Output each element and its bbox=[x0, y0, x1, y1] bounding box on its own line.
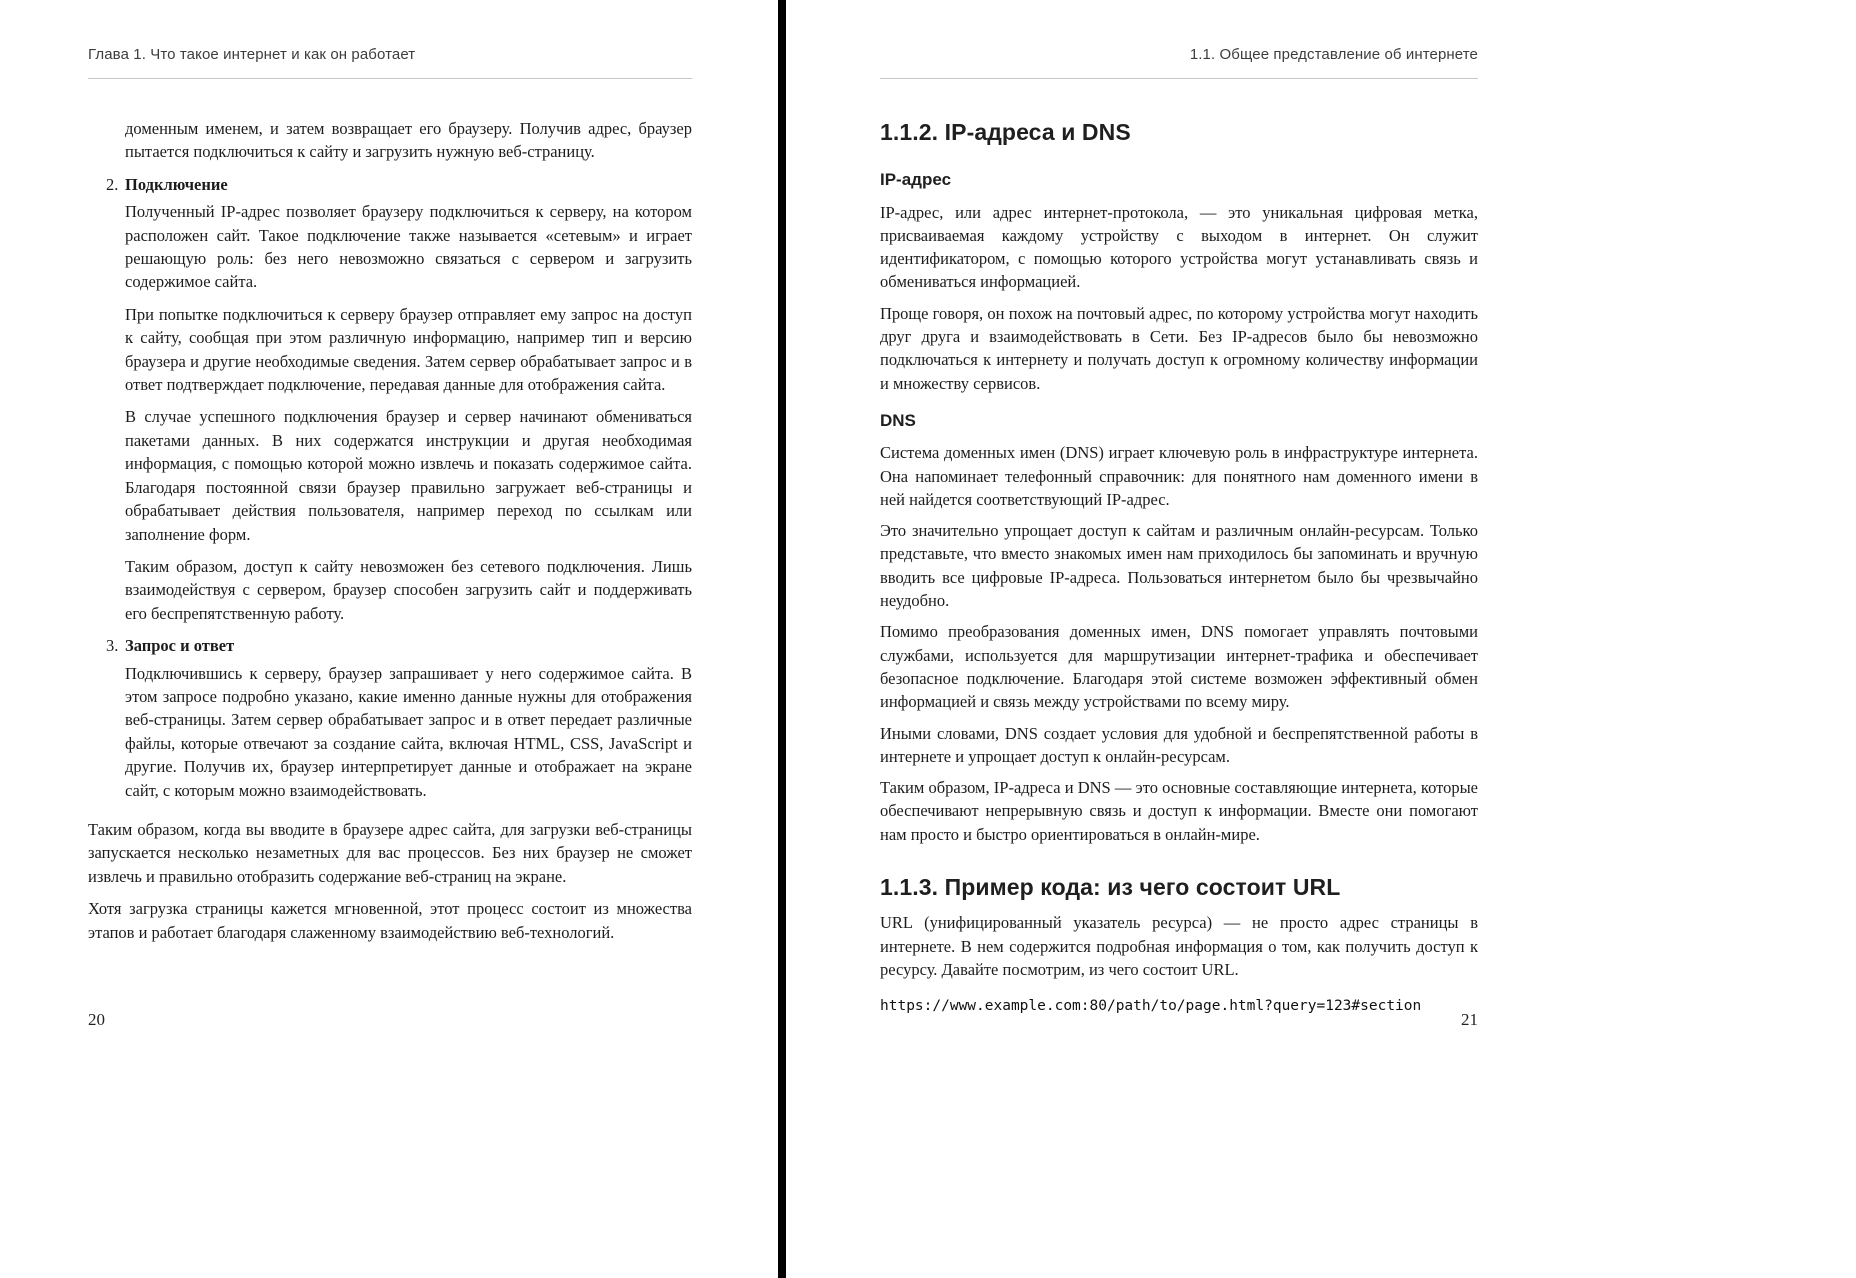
numbered-item-heading bbox=[106, 173, 692, 196]
section-heading-url: 1.1.3. Пример кода: из чего состоит URL bbox=[880, 874, 1341, 901]
paragraph: Проще говоря, он похож на почтовый адрес, по которому устройства могут находить друг друга и взаимодействовать в Сети. Без IP-адресов было бы невозможно подключаться к интернету и получать доступ к огромному количеству информации и множеству сервисов. bbox=[880, 303, 1478, 393]
subsection-heading-ip: IP-адрес bbox=[880, 170, 952, 190]
right-header-rule bbox=[880, 78, 1478, 79]
paragraph: В случае успешного подключения браузер и сервер начинают обмениваться пакетами данных. В них содержатся инструкции и другая необходимая информация, с помощью которой можно извлечь и показать содержимое сайта. Благодаря постоянной связи браузер правильно загружает веб-страницы и обрабатывает действия пользователя, например переход по ссылкам или заполнение форм. bbox=[125, 407, 692, 544]
list-number: 2. bbox=[106, 174, 119, 194]
paragraph: Иными словами, DNS создает условия для удобной и беспрепятственной работы в интернете и упрощает доступ к онлайн-ресурсам. bbox=[880, 723, 1478, 766]
section-heading-ip-dns: 1.1.2. IP-адреса и DNS bbox=[880, 119, 1131, 145]
url-code-example: https://www.example.com:80/path/to/page.html?query=123#section bbox=[880, 998, 1422, 1015]
numbered-item-heading bbox=[106, 634, 692, 657]
paragraph: доменным именем, и затем возвращает его браузеру. Получив адрес, браузер пытается подключиться к сайту и загрузить нужную веб-страницу. bbox=[125, 119, 692, 162]
paragraph: Полученный IP-адрес позволяет браузеру подключиться к серверу, на котором расположен сайт. Такое подключение также называется «сетевым» и играет решающую роль: без него невозможно связаться с сервером и загрузить содержимое сайта. bbox=[125, 202, 692, 292]
paragraph: Помимо преобразования доменных имен, DNS помогает управлять почтовыми службами, используется для маршрутизации интернет-трафика и обеспечивает безопасное подключение. Благодаря этой системе возможен эффективный обмен информацией и связь между устройствами по всему миру. bbox=[880, 622, 1478, 712]
paragraph: Таким образом, когда вы вводите в браузере адрес сайта, для загрузки веб-страницы запускается несколько незаметных для вас процессов. Без них браузер не сможет извлечь и правильно отобразить содержание веб-страниц на экране. bbox=[88, 819, 692, 886]
paragraph: Таким образом, доступ к сайту невозможен без сетевого подключения. Лишь взаимодействуя с сервером, браузер способен загрузить сайт и поддерживать его беспрепятственную работу. bbox=[125, 556, 692, 623]
list-number: 3. bbox=[106, 636, 119, 656]
subsection-heading-dns: DNS bbox=[880, 410, 916, 430]
paragraph: IP-адрес, или адрес интернет-протокола, — это уникальная цифровая метка, присваиваемая каждому устройству с выходом в интернет. Он служит идентификатором, с помощью которого устройства могут устанавливать связь и обмениваться информацией. bbox=[880, 202, 1478, 292]
left-header-rule bbox=[88, 78, 692, 79]
numbered-item-3 bbox=[106, 634, 692, 802]
page-number-left: 20 bbox=[88, 1010, 105, 1029]
list-title: Запрос и ответ bbox=[125, 636, 235, 656]
paragraph: Подключившись к серверу, браузер запрашивает у него содержимое сайта. В этом запросе подробно указано, какие именно данные нужны для отображения веб-страницы. Затем сервер обрабатывает запрос и в ответ передает различные файлы, которые отвечают за создание сайта, включая HTML, CSS, JavaScript и другие. Получив их, браузер интерпретирует данные и отображает на экране сайт, с которым можно взаимодействовать. bbox=[125, 663, 692, 800]
paragraph: Хотя загрузка страницы кажется мгновенной, этот процесс состоит из множества этапов и работает благодаря слаженному взаимодействию веб-технологий. bbox=[88, 899, 692, 942]
left-running-head: Глава 1. Что такое интернет и как он работает bbox=[88, 46, 416, 63]
list-title: Подключение bbox=[125, 174, 228, 194]
right-page bbox=[786, 0, 1856, 1278]
page-number-right: 21 bbox=[1461, 1010, 1478, 1029]
left-page-content bbox=[88, 117, 692, 944]
numbered-item-2 bbox=[106, 173, 692, 625]
paragraph: Система доменных имен (DNS) играет ключевую роль в инфраструктуре интернета. Она напоминает телефонный справочник: для понятного нам доменного имени в ней найдется соответствующий IP-адрес. bbox=[880, 443, 1478, 509]
left-page bbox=[0, 0, 778, 1278]
paragraph: Это значительно упрощает доступ к сайтам и различным онлайн-ресурсам. Только представьте, что вместо знакомых имен нам приходилось бы запоминать и вручную вводить все цифровые IP-адреса. Пользоваться интернетом было бы чрезвычайно неудобно. bbox=[880, 521, 1478, 611]
paragraph: URL (унифицированный указатель ресурса) — не просто адрес страницы в интернете. В нем содержится подробная информация о том, как получить доступ к ресурсу. Давайте посмотрим, из чего состоит URL. bbox=[880, 913, 1478, 979]
paragraph: При попытке подключиться к серверу браузер отправляет ему запрос на доступ к сайту, сообщая при этом различную информацию, например тип и версию браузера и другие необходимые сведения. Затем сервер обрабатывает запрос и в ответ подтверждает подключение, передавая данные для отображения сайта. bbox=[125, 304, 692, 395]
closing-paragraphs bbox=[88, 818, 692, 944]
right-running-head: 1.1. Общее представление об интернете bbox=[1189, 46, 1478, 63]
paragraph: Таким образом, IP-адреса и DNS — это основные составляющие интернета, которые обеспечивают непрерывную связь и доступ к информации. Вместе они помогают нам просто и быстро ориентироваться в онлайн-мире. bbox=[880, 778, 1478, 844]
page-divider bbox=[778, 0, 786, 1278]
right-page-content bbox=[880, 121, 1478, 1019]
